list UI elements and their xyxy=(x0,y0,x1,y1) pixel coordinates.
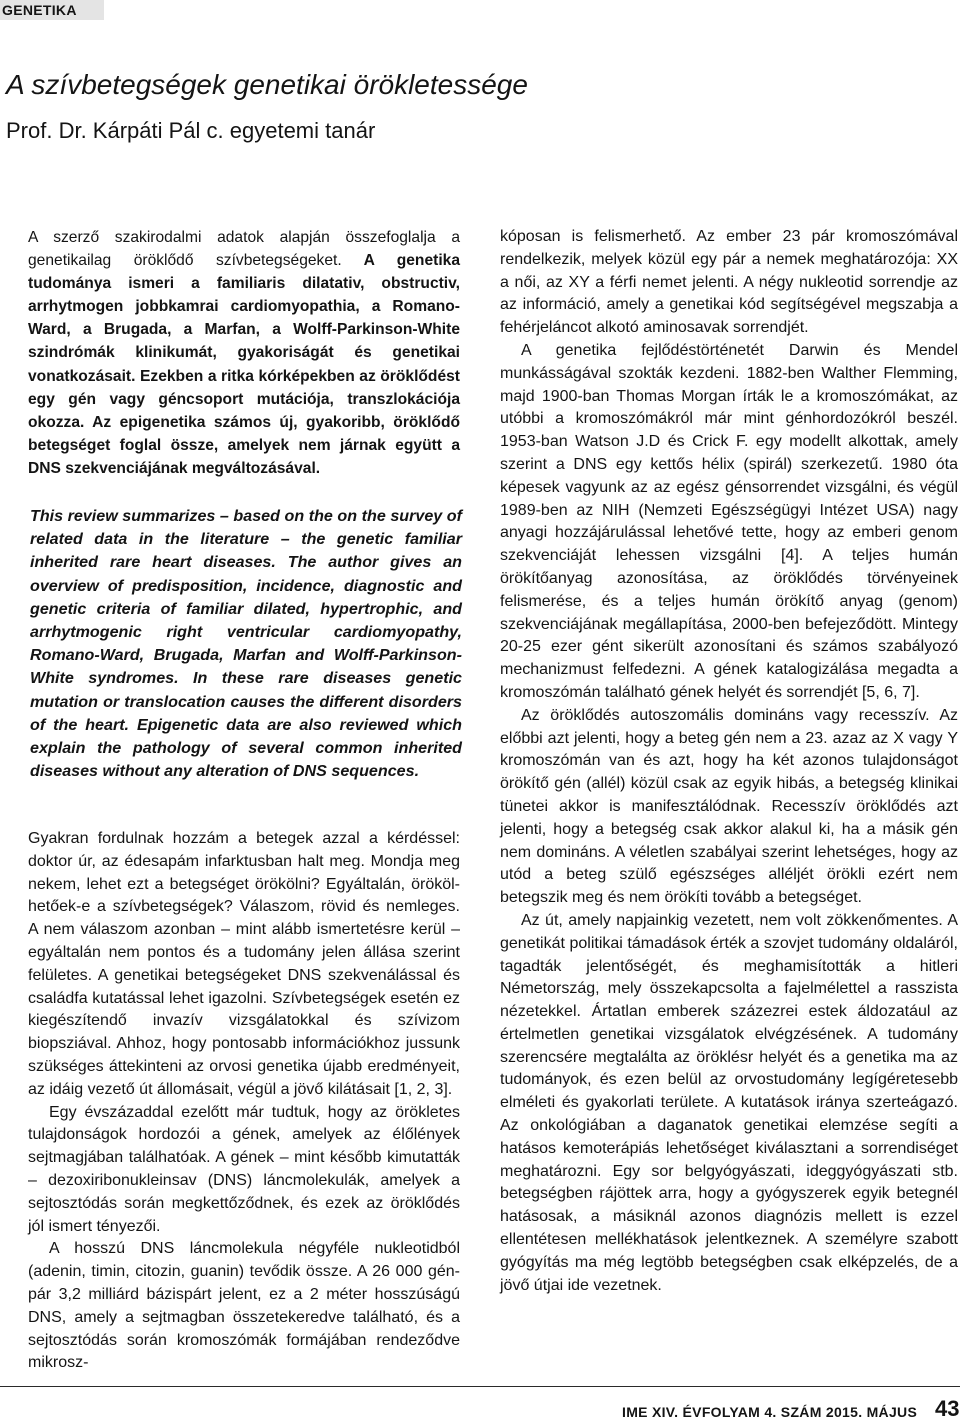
article-author: Prof. Dr. Kárpáti Pál c. egyetemi tanár xyxy=(6,118,376,143)
journal-footer: IME XIV. ÉVFOLYAM 4. SZÁM 2015. MÁJUS xyxy=(622,1404,918,1420)
body-paragraph: Az út, amely napjainkig vezetett, nem volt zökkenőmentes. A genetikát politikai támadások érték a szovjet tudomány oldaláról, tagadták jelentőségét, és meghamisították a hitleri Németország, mely összekapcsolta a fajelmélettel a rasszista nézetekkel. Ártatlan emberek százezrei estek áldozatául az értelmetlen genetikai vizsgálatok elvégzésének. A tudomány szerencsére megtalálta az öröklésr helyét és a genetika ma az tudományok, és ezen belül az orvostudomány legígéretesebb elméleti és gyakorlati területe. A kutatások iránya szerteágazó. Az onkológiában a daganatok genetikai elemzése segíti a hatásos kemoterápiás lehetőséget kiválasztani a sorrendiséget meghatározni. Egy sor belgyógyászati, ideggyógyászati stb. betegségben rájöttek arra, hogy a gyógyszerek egyik betegnél hatásosak, a másiknál azonos diagnózis mellett is ezzel ellentétesen mellékhatások jelentkeznek. A személyre szabott gyógyítás ma még legtöbb betegségben csak elképzelés, de a jövő útjai ide vezetnek. xyxy=(500,911,958,1294)
abstract-hu-bold: A genetika tudománya ismeri a familiaris dilatativ, obstructiv, arrhytmogen jobbkamrai cardiomyopathia, a Romano-Ward, a Brugada, a Marfan, a Wolff-Parkinson-White szindrómák klinikumát, gyakoriságát és genetikai vonatkozásait. Ezekben a ritka kórképekben az öröklődést egy gén vagy géncsoport mutációja, transzlokációja okozza. Az epigenetika számos új, gyakoribb, öröklődő betegséget foglal össze, amelyek nem járnak együtt a DNS szekvenciájának megváltozásával. xyxy=(28,252,460,477)
abstract-english xyxy=(30,505,462,783)
body-paragraph: A genetika fejlődéstörténetét Darwin és Mendel munkásságával szokták kezdeni. 1882-ben Walther Flemming, majd 1900-ban Thomas Morgan írták le a kromoszómákat, az utóbbi a kromoszómákról már mint génhordozókról beszél. 1953-ban Watson J.D és Crick F. egy modellt alkottak, amely szerint a DNS egy kettős hélix (spirál) szerkezetű. 1980 óta képesek vagyunk az az egész génsorrendet vizsgálni, és végül 1989-ben az NIH (Nemzeti Egészségügyi Intézet USA) nagy anyagi hozzájárulással lehetővé tette, hogy az emberi genom szekvenciáját lehessen vizsgálni [4]. A teljes humán örökítőanyag azonosítása, az öröklődés törvényeinek felismerése, és a teljes humán örökítő anyag (genom) szekvenciájának megállapítása, 2000-ben befejeződött. Mintegy 20-25 ezer gént sikerült azonosítani és számos szabályozó mechanizmust felfedezni. A gének katalogizálása megadta a kromoszómán található gének helyét és sorrendjét [5, 6, 7]. xyxy=(500,341,958,701)
footer-divider xyxy=(0,1386,960,1387)
abstract-en-text: This review summarizes – based on the on the survey of related data in the literature – the genetic familiar inherited rare heart diseases. The author gives an overview of predisposition, incidence, diagnostic and genetic criteria of familiar dilated, hypertrophic, and arrhytmogenic right ventricular cardiomyopathy, Romano-Ward, Brugada, Marfan and Wolff-Parkinson-White syndromes. In these rare diseases genetic mutation or translocation causes the different disorders of the heart. Epigenetic data are also reviewed which explain the pathology of several common inherited diseases without any alteration of DNS sequences. xyxy=(30,507,462,781)
body-paragraph: A hosszú DNS láncmolekula négyféle nukleotidból (adenin, timin, citozin, guanin) tevődik össze. A 26 000 gén-pár 3,2 milliárd bázispárt jelent, ez a 2 méter hosszúságú DNS, amely a sejtmagban összetekeredve található, és a sejtosztódás során kromoszómák formájában rendeződve mikrosz- xyxy=(28,1240,460,1372)
body-column-right xyxy=(500,226,958,1297)
page-number: 43 xyxy=(935,1396,960,1421)
abstract-hu-lead: A szerző szakirodalmi adatok alapján összefoglalja a genetikailag öröklődő szívbetegségeket. xyxy=(28,229,460,270)
body-paragraph: Az öröklődés autoszomális domináns vagy recesszív. Az előbbi azt jelenti, hogy a beteg gén nem a 23. azaz az X vagy Y kromoszómán van és azt, hogy ha két azonos tulajdonságot örökítő gén (allél) közül csak az egyik hibás, a betegség klinikai tünetei akkor is manifesztálódnak. Recesszív öröklődés azt jelenti, hogy a betegség csak akkor alakul ki, ha a másik gén nem domináns. A véletlen szabályai szerint lehetséges, hogy az utód a beteg szülő egészséges alléljét örökli ezért nem betegszik meg és nem örökíti tovább a betegséget. xyxy=(500,706,958,907)
section-label: GENETIKA xyxy=(2,2,77,18)
article-title: A szívbetegségek genetikai örökletessége xyxy=(6,69,528,100)
section-tag xyxy=(0,0,104,20)
body-paragraph: Gyakran fordulnak hozzám a betegek azzal a kérdéssel: doktor úr, az édesapám infarktusban halt meg. Mondja meg nekem, lehet ezt a betegséget örökölni? Egyáltalán, örököl-hetőek-e a szívbetegségek? Válaszom, rövid és nemleges. A nem válaszom azonban – mint alább ismertetésre kerül – egyáltalán nem pontos és a tudomány jelen állása szerint felületes. A genetikai betegségeket DNS szekvenálással és családfa kutatással lehet igazolni. Szívbetegségek esetén ez kiegészítendő invazív vizsgálatokkal és szívizom biopsziával. Ahhoz, hogy pontosabb információkhoz jussunk szükséges áttekinteni az orvosi genetika újabb eredményeit, az idáig vezető út állomásait, végül a jövő kilátásait [1, 2, 3]. xyxy=(28,830,460,1098)
body-column-left xyxy=(28,828,460,1375)
body-paragraph: Egy évszázaddal ezelőtt már tudtuk, hogy az örökletes tulajdonságok hordozói a gének, amelyek az élőlények sejtmagjában találhatóak. A gének – mint később kimutatták – dezoxiribonukleinsav (DNS) láncmolekulák, amelyek a sejtosztódás során megkettőződnek, és ezek az öröklődés jól ismert tényezői. xyxy=(28,1103,460,1235)
abstract-hungarian xyxy=(28,226,460,480)
body-paragraph: kóposan is felismerhető. Az ember 23 pár kromoszómával rendelkezik, melyek közül egy pár a nemek meghatározója: XX a női, az XY a férfi nemet jelenti. A négy nukleotid sorrendje az az információ, amely a genetikai kód segítségével megszabja a fehérjeláncot alkotó aminosavak sorrendjét. xyxy=(500,228,958,337)
